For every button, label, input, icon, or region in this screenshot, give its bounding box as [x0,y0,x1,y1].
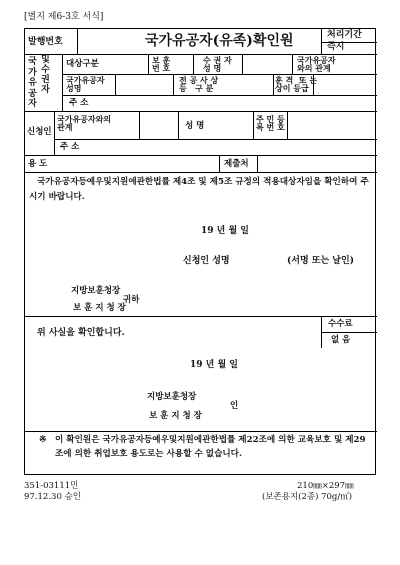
confirmation-form [24,28,376,475]
fee-label: 수수료 [328,319,353,329]
approval-date: 97.12.30 승인 [24,492,81,502]
patriot-side-label: 국가유공자 [28,57,37,109]
official-seal-label: 인 [230,401,239,411]
resident-no-label: 주 민 등 록 번 호 [256,114,285,132]
processing-period-value: 즉시 [327,42,345,52]
request-date-line: 19 년 월 일 [201,226,250,236]
applicant-relation-label: 국가유공자와의 관계 [57,114,112,132]
note-text: 이 확인원은 국가유공자등예우및지원에관한법률 제22조에 의한 교육보호 및 제29조에 의한 취업보호 용도로는 사용할 수 없습니다. [55,435,366,459]
submit-to-label: 제출처 [224,159,249,169]
regional-office-label: 지방보훈청장 [71,286,121,296]
form-title: 국가유공자(유족)확인원 [145,33,294,49]
applicant-side-label: 신청인 [27,127,52,137]
applicant-sign-label: 신청인 성명 [183,256,230,266]
confirm-date-line: 19 년 월 일 [190,360,239,370]
fee-value: 없 음 [331,335,351,345]
confirm-branch-office-label: 보 훈 지 청 장 [149,411,202,421]
request-body-text: 국가유공자등예우및지원에관한법률 제4조 및 제5조 규정의 적용대상자임을 확인하여 주시기 바랍니다. [29,177,369,202]
form-number: 351-03111민 [24,481,79,491]
purpose-label: 용 도 [28,159,48,169]
target-category-label: 대상구분 [66,59,99,69]
paper-type: (보존용지(2종) 70g/㎡) [262,492,353,502]
annex-label: [별지 제6-3호 서식] [24,12,104,22]
applicant-name-label: 성 명 [185,121,205,131]
patriot-name-label: 국가유공자 성명 [66,75,105,93]
decoration-grade-label: 훈 격 또 는 상이 등급 [275,75,318,93]
note-mark: ※ [39,435,47,445]
war-wound-type-label: 전 공 사 상 등 구 분 [179,75,219,93]
patriot-relation-label: 국가유공자 와의 관계 [297,55,336,73]
pension-no-label: 보 훈 번 호 [152,55,171,73]
processing-period-label: 처리기간 [327,30,362,40]
applicant-address-label: 주 소 [60,142,80,152]
addressee-suffix: 귀하 [123,295,140,305]
grantee-name-label: 수 권 자 성 명 [203,55,232,73]
paper-size: 210㎜×297㎜ [297,481,354,491]
grantee-side-label: 및수권자 [41,55,50,95]
issue-no-label: 발행번호 [28,37,63,47]
branch-office-label: 보 훈 지 청 장 [73,303,126,313]
confirm-text: 위 사실을 확인합니다. [37,328,125,338]
sign-or-seal-label: (서명 또는 날인) [287,256,354,266]
patriot-address-label: 주 소 [69,98,89,108]
confirm-regional-office-label: 지방보훈청장 [147,392,197,402]
